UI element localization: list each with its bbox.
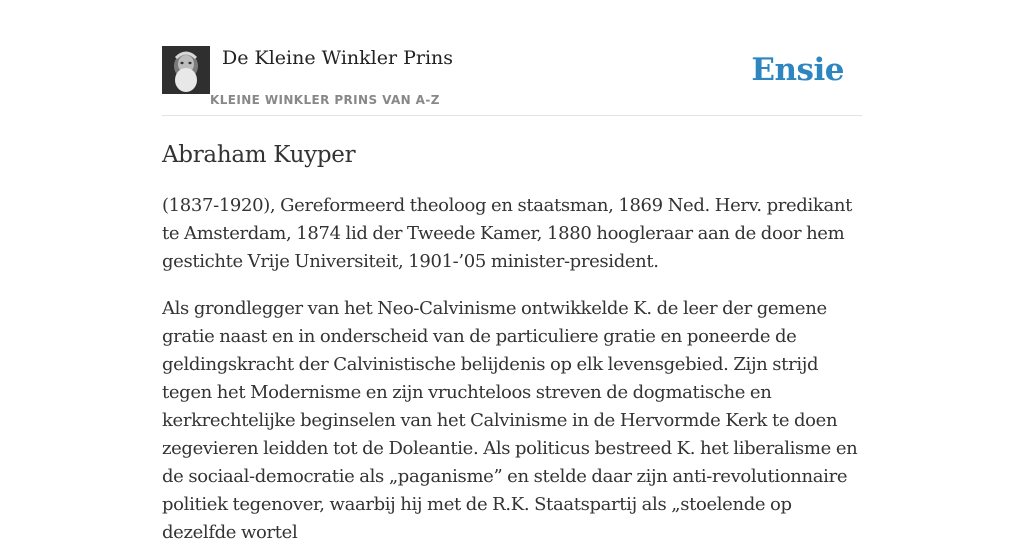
portrait-avatar-image: [162, 46, 210, 94]
source-title[interactable]: De Kleine Winkler Prins: [222, 47, 454, 69]
article-paragraph: Als grondlegger van het Neo-Calvinisme ontwikkelde K. de leer der gemene gratie naast en in onderscheid van de particuliere gratie en poneerde de geldingskracht der Calvinistische belijdenis op elk levensgebied. Zijn strijd tegen het Modernisme en zijn vruchteloos streven de dogmatische en kerkrechtelijke beginselen van het Calvinisme in de Hervormde Kerk te doen zegevieren leidden tot de Doleantie. Als politicus bestreed K. het liberalisme en de sociaal-democratie als „paganisme” en stelde daar zijn anti-revolutionnaire politiek tegenover, waarbij hij met de R.K. Staatspartij als „stoelende op dezelfde wortel: [162, 298, 858, 543]
source-subtitle[interactable]: KLEINE WINKLER PRINS VAN A-Z: [210, 93, 440, 107]
brand-logo[interactable]: Ensie: [751, 52, 844, 88]
source-header: [162, 46, 862, 116]
article-title: Abraham Kuyper: [162, 142, 356, 168]
portrait-avatar-icon[interactable]: [162, 46, 210, 94]
article-paragraph: (1837-1920), Gereformeerd theoloog en staatsman, 1869 Ned. Herv. predikant te Amsterdam, 1874 lid der Tweede Kamer, 1880 hoogleraar aan de door hem gestichte Vrije Universiteit, 1901-’05 minister-president.: [162, 195, 852, 272]
